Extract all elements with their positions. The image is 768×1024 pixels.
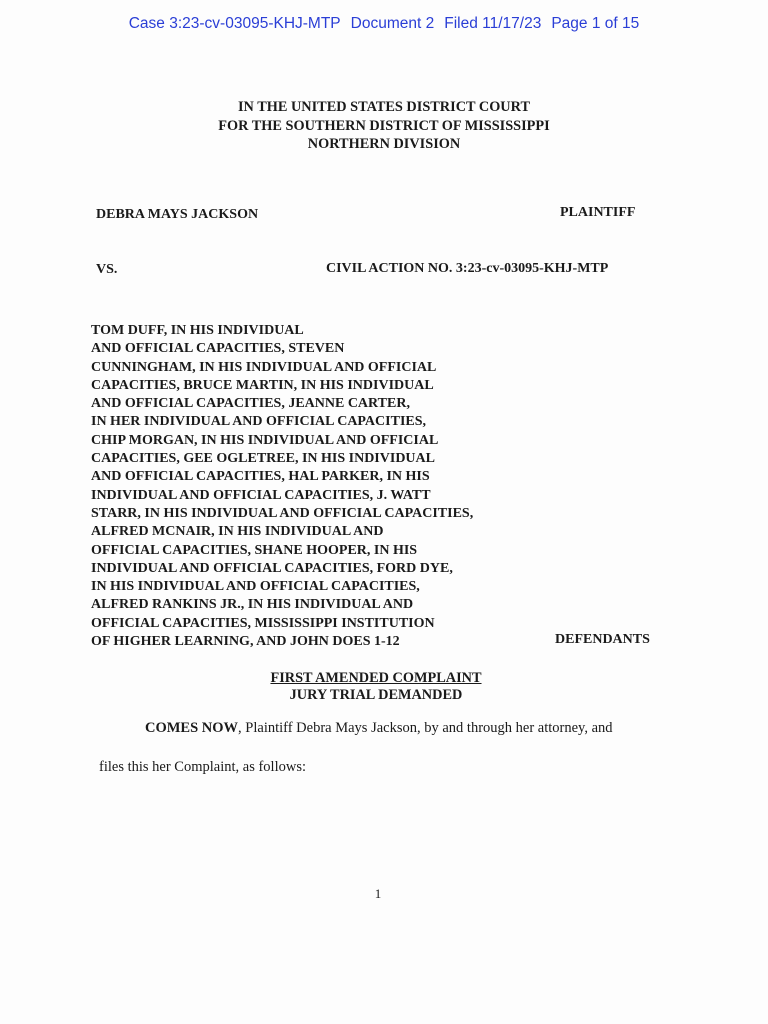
defendants-line: AND OFFICIAL CAPACITIES, STEVEN — [91, 341, 345, 357]
plaintiff-name: DEBRA MAYS JACKSON — [96, 207, 259, 222]
versus-label: VS. — [96, 262, 118, 277]
complaint-title: FIRST AMENDED COMPLAINT — [270, 670, 482, 686]
defendants-line: IN HER INDIVIDUAL AND OFFICIAL CAPACITIES, — [91, 414, 427, 430]
court-line-3: NORTHERN DIVISION — [307, 136, 461, 152]
ecf-filed-date: Filed 11/17/23 — [444, 15, 542, 32]
body-paragraph-line-2: files this her Complaint, as follows: — [99, 759, 307, 775]
document-title — [0, 670, 752, 704]
defendants-list — [91, 322, 473, 651]
ecf-case-number: Case 3:23-cv-03095-KHJ-MTP — [128, 15, 341, 32]
defendants-line: OFFICIAL CAPACITIES, SHANE HOOPER, IN HIS — [91, 542, 418, 558]
defendants-line: OFFICIAL CAPACITIES, MISSISSIPPI INSTITUTION — [91, 615, 435, 631]
defendants-line: CHIP MORGAN, IN HIS INDIVIDUAL AND OFFICIAL — [91, 432, 439, 448]
court-heading — [0, 98, 768, 154]
ecf-header — [0, 15, 768, 33]
defendants-line: ALFRED MCNAIR, IN HIS INDIVIDUAL AND — [91, 524, 384, 540]
defendants-line: CUNNINGHAM, IN HIS INDIVIDUAL AND OFFICIAL — [91, 359, 437, 375]
ecf-document-number: Document 2 — [350, 15, 435, 32]
defendants-line: TOM DUFF, IN HIS INDIVIDUAL — [91, 323, 304, 338]
defendants-line: INDIVIDUAL AND OFFICIAL CAPACITIES, FORD DYE, — [91, 560, 453, 576]
jury-trial-subtitle: JURY TRIAL DEMANDED — [289, 687, 463, 703]
defendants-line: OF HIGHER LEARNING, AND JOHN DOES 1-12 — [91, 634, 400, 650]
plaintiff-role: PLAINTIFF — [560, 205, 636, 220]
court-line-1: IN THE UNITED STATES DISTRICT COURT — [237, 99, 530, 115]
defendants-line: CAPACITIES, GEE OGLETREE, IN HIS INDIVIDUAL — [91, 451, 435, 467]
defendants-line: STARR, IN HIS INDIVIDUAL AND OFFICIAL CAPACITIES, — [91, 505, 474, 521]
defendants-line: AND OFFICIAL CAPACITIES, HAL PARKER, IN HIS — [91, 469, 430, 485]
defendants-line: AND OFFICIAL CAPACITIES, JEANNE CARTER, — [91, 396, 410, 412]
defendants-line: INDIVIDUAL AND OFFICIAL CAPACITIES, J. WATT — [91, 487, 431, 503]
defendants-role: DEFENDANTS — [555, 632, 650, 647]
body-line-1-text: , Plaintiff Debra Mays Jackson, by and through her attorney, and — [238, 720, 613, 736]
defendants-line: ALFRED RANKINS JR., IN HIS INDIVIDUAL AND — [91, 597, 414, 613]
page-number: 1 — [374, 886, 382, 901]
civil-action-number: CIVIL ACTION NO. 3:23-cv-03095-KHJ-MTP — [326, 261, 609, 276]
body-paragraph-line-1 — [145, 720, 613, 737]
comes-now-phrase: COMES NOW — [145, 720, 239, 736]
ecf-page-count: Page 1 of 15 — [551, 15, 640, 32]
defendants-line: CAPACITIES, BRUCE MARTIN, IN HIS INDIVIDUAL — [91, 377, 434, 393]
court-line-2: FOR THE SOUTHERN DISTRICT OF MISSISSIPPI — [218, 117, 550, 134]
defendants-line: IN HIS INDIVIDUAL AND OFFICIAL CAPACITIES, — [91, 579, 420, 595]
